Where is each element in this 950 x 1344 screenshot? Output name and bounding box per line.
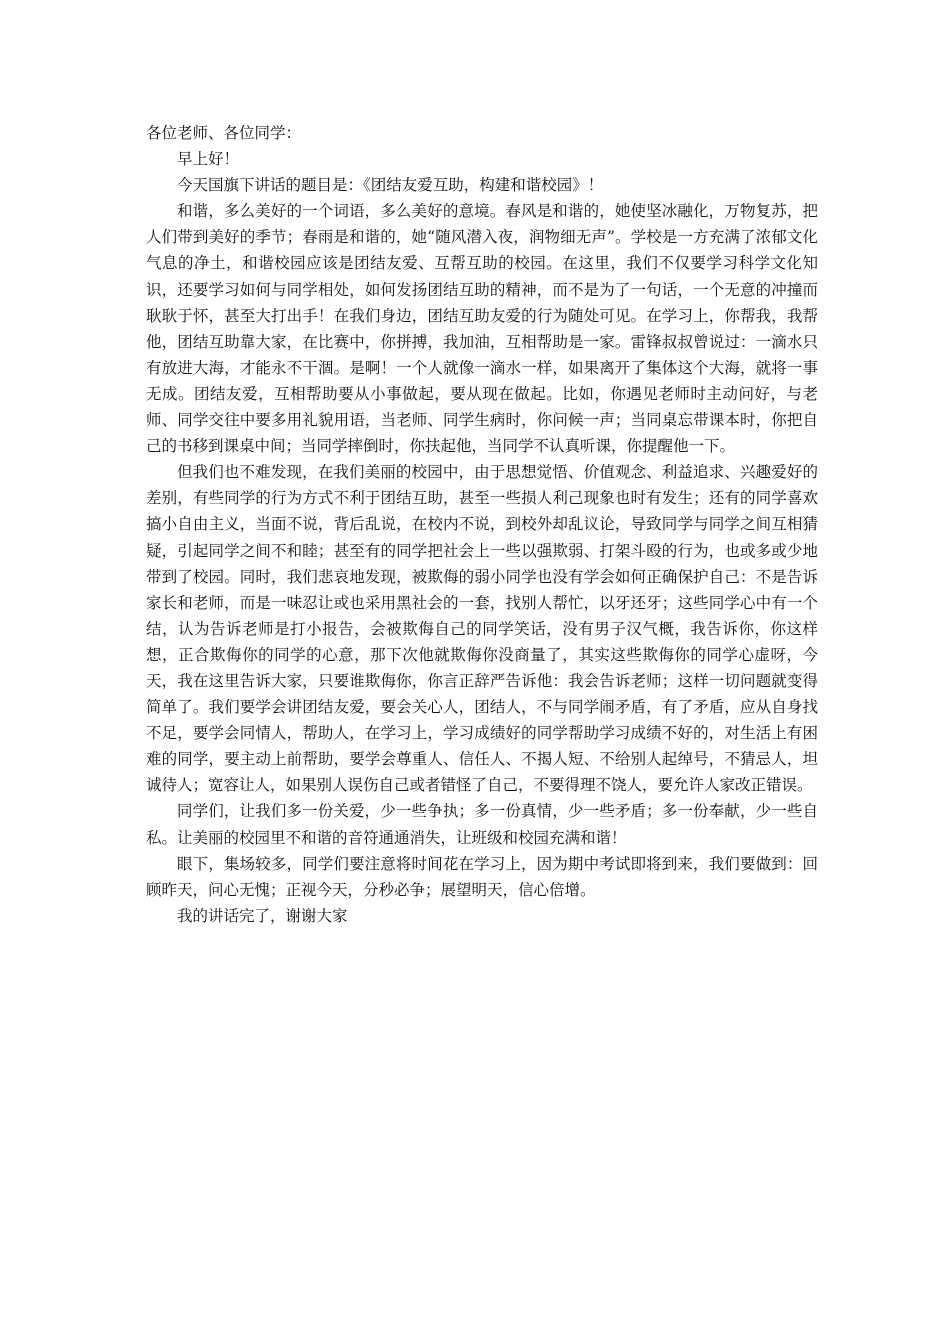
paragraph-study-reminder: 眼下，集场较多，同学们要注意将时间花在学习上，因为期中考试即将到来，我们要做到：回顾昨天，问心无愧；正视今天，分秒必争；展望明天，信心倍增。 [146, 854, 818, 899]
paragraph-call-to-action: 同学们，让我们多一份关爱，少一些争执；多一份真情，少一些矛盾；多一份奉献，少一些自私。让美丽的校园里不和谐的音符通通消失，让班级和校园充满和谐！ [146, 802, 818, 847]
closing-line: 我的讲话完了，谢谢大家 [177, 906, 348, 925]
speech-text-body [146, 120, 818, 929]
salutation: 各位老师、各位同学： [146, 124, 302, 142]
paragraph-problems: 但我们也不难发现，在我们美丽的校园中，由于思想觉悟、价值观念、利益追求、兴趣爱好的差别，有些同学的行为方式不利于团结互助，甚至一些损人利己现象也时有发生；还有的同学喜欢搞小自由主义，当面不说，背后乱说，在校内不说，到校外却乱议论，导致同学与同学之间互相猜疑，引起同学之间不和睦；甚至有的同学把社会上一些以强欺弱、打架斗殴的行为，也或多或少地带到了校园。同时，我们悲哀地发现，被欺侮的弱小同学也没有学会如何正确保护自己：不是告诉家长和老师，而是一味忍让或也采用黑社会的一套，找别人帮忙，以牙还牙；这些同学心中有一个结，认为告诉老师是打小报告，会被欺侮自己的同学笑话，没有男子汉气概，我告诉你，你这样想，正合欺侮你的同学的心意，那下次他就欺侮你没商量了，其实这些欺侮你的同学心虚呀，今天，我在这里告诉大家，只要谁欺侮你，你言正辞严告诉他：我会告诉老师；这样一切问题就变得简单了。我们要学会讲团结友爱，要会关心人，团结人，不与同学闹矛盾，有了矛盾，应从自身找不足，要学会同情人，帮助人，在学习上，学习成绩好的同学帮助学习成绩不好的，对生活上有困难的同学，要主动上前帮助，要学会尊重人、信任人、不揭人短、不给别人起绰号，不猜忌人，坦诚待人；宽容让人，如果别人误伤自己或者错怪了自己，不要得理不饶人，要允许人家改正错误。 [146, 463, 818, 795]
paragraph-harmony: 和谐，多么美好的一个词语，多么美好的意境。春风是和谐的，她使坚冰融化，万物复苏，把人们带到美好的季节；春雨是和谐的，她“随风潜入夜，润物细无声”。学校是一方充满了浓郁文化气息的净土，和谐校园应该是团结友爱、互帮互助的校园。在这里，我们不仅要学习科学文化知识，还要学习如何与同学相处，如何发扬团结互助的精神，而不是为了一句话，一个无意的冲撞而耿耿于怀，甚至大打出手！在我们身边，团结互助友爱的行为随处可见。在学习上，你帮我，我帮他，团结互助靠大家，在比赛中，你拼搏，我加油，互相帮助是一家。雷锋叔叔曾说过：一滴水只有放进大海，才能永不干涸。是啊！一个人就像一滴水一样，如果离开了集体这个大海，就将一事无成。团结友爱，互相帮助要从小事做起，要从现在做起。比如，你遇见老师时主动问好，与老师、同学交往中要多用礼貌用语，当老师、同学生病时，你问候一声；当同桌忘带课本时，你把自己的书移到课桌中间；当同学摔倒时，你扶起他，当同学不认真听课，你提醒他一下。 [146, 202, 818, 456]
greeting: 早上好！ [177, 150, 240, 169]
speech-topic: 今天国旗下讲话的题目是：《团结友爱互助，构建和谐校园》！ [177, 176, 604, 195]
